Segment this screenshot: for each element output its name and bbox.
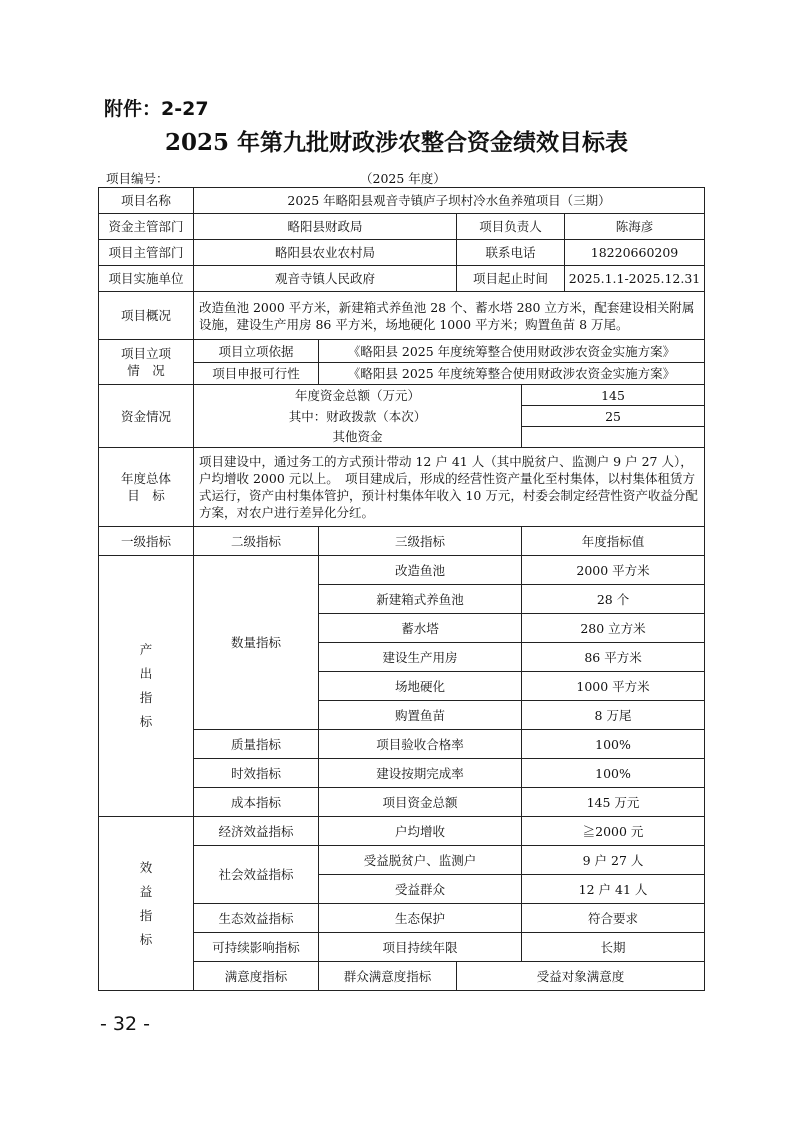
output-char-3: 指	[139, 690, 153, 705]
quantity-item-value: 28 个	[522, 585, 705, 614]
row-indicator-headers	[99, 527, 705, 556]
table-row	[99, 817, 705, 846]
project-name-label: 项目名称	[99, 188, 194, 214]
period-cell	[457, 266, 705, 292]
phone-cell	[457, 240, 705, 266]
header-level3: 三级指标	[319, 527, 522, 556]
approval-label-line1: 项目立项	[120, 346, 171, 361]
cost-item-value: 145 万元	[522, 788, 705, 817]
quantity-item-value: 86 平方米	[522, 643, 705, 672]
impl-unit-value: 观音寺镇人民政府	[194, 266, 457, 292]
quantity-item-name: 购置鱼苗	[319, 701, 522, 730]
period-label: 项目起止时间	[457, 266, 565, 291]
performance-target-table	[98, 187, 705, 991]
header-level2: 二级指标	[194, 527, 319, 556]
row-annual-goal	[99, 448, 705, 527]
social-item-name: 受益脱贫户、监测户	[319, 846, 522, 875]
quantity-item-name: 场地硬化	[319, 672, 522, 701]
quantity-item-value: 280 立方米	[522, 614, 705, 643]
approval-feasibility-value: 《略阳县 2025 年度统筹整合使用财政涉农资金实施方案》	[319, 363, 705, 385]
funds-other-label: 其他资金	[194, 427, 522, 448]
time-item-name: 建设按期完成率	[319, 759, 522, 788]
sustain-item-value: 长期	[522, 933, 705, 962]
funds-fiscal-value: 25	[522, 406, 705, 427]
project-code-label: 项目编号：	[106, 171, 169, 186]
economic-item-name: 户均增收	[319, 817, 522, 846]
phone-value: 18220660209	[590, 245, 679, 260]
overview-label: 项目概况	[99, 292, 194, 340]
goal-label-line2: 目 标	[127, 488, 165, 503]
satisfaction-item-name: 受益对象满意度	[457, 962, 705, 991]
eco-indicator-label: 生态效益指标	[194, 904, 319, 933]
funds-other-value	[522, 427, 705, 448]
row-project-dept	[99, 240, 705, 266]
eco-item-name: 生态保护	[319, 904, 522, 933]
funds-label: 资金情况	[99, 385, 194, 448]
funds-total-label: 年度资金总额（万元）	[194, 385, 522, 406]
benefit-char-1: 效	[139, 859, 153, 875]
table-row	[99, 556, 705, 585]
satisfaction-indicator-label: 满意度指标	[194, 962, 319, 991]
economic-indicator-label: 经济效益指标	[194, 817, 319, 846]
quality-item-value: 100%	[522, 730, 705, 759]
output-char-2: 出	[139, 666, 153, 681]
sustain-indicator-label: 可持续影响指标	[194, 933, 319, 962]
approval-label-line2: 情 况	[127, 363, 165, 378]
attachment-label: 附件：2-27	[104, 98, 209, 120]
quantity-item-name: 蓄水塔	[319, 614, 522, 643]
approval-basis-label: 项目立项依据	[194, 340, 319, 363]
funds-fiscal-label: 其中：财政拨款（本次）	[194, 406, 522, 427]
year-label: （2025 年度）	[360, 171, 446, 186]
leader-label: 项目负责人	[457, 214, 565, 239]
quantity-item-name: 建设生产用房	[319, 643, 522, 672]
fund-dept-value: 略阳县财政局	[194, 214, 457, 240]
quantity-item-name: 新建箱式养鱼池	[319, 585, 522, 614]
quantity-item-value: 2000 平方米	[522, 556, 705, 585]
header-level1: 一级指标	[99, 527, 194, 556]
output-char-4: 标	[139, 714, 153, 729]
goal-label	[99, 448, 194, 527]
overview-text: 改造鱼池 2000 平方米，新建箱式养鱼池 28 个、蓄水塔 280 立方米，配套建设相关附属设施，建设生产用房 86 平方米，场地硬化 1000 平方米；购置鱼苗 8 万尾。	[194, 292, 705, 340]
eco-item-value: 符合要求	[522, 904, 705, 933]
impl-unit-label: 项目实施单位	[99, 266, 194, 292]
quantity-item-value: 8 万尾	[522, 701, 705, 730]
project-name-value: 2025 年略阳县观音寺镇庐子坝村冷水鱼养殖项目（三期）	[194, 188, 705, 214]
quality-indicator-label: 质量指标	[194, 730, 319, 759]
cost-indicator-label: 成本指标	[194, 788, 319, 817]
approval-feasibility-label: 项目申报可行性	[194, 363, 319, 385]
goal-text: 项目建设中，通过务工的方式预计带动 12 户 41 人（其中脱贫户、监测户 9 户 27 人），户均增收 2000 元以上。 项目建成后，形成的经营性资产量化至村集体，以村集体租赁方式运行，资产由村集体管护，预计村集体年收入 10 万元，村委会制定经营性资产收益分配方案，对农户进行差异化分红。	[194, 448, 705, 527]
quantity-item-name: 改造鱼池	[319, 556, 522, 585]
page-number: - 32 -	[100, 1013, 150, 1035]
benefit-char-3: 指	[139, 907, 153, 923]
goal-label-line1: 年度总体	[120, 471, 171, 486]
row-impl-unit	[99, 266, 705, 292]
satisfaction-sub-label: 群众满意度指标	[319, 962, 457, 991]
social-item-name: 受益群众	[319, 875, 522, 904]
cost-item-name: 项目资金总额	[319, 788, 522, 817]
row-fund-dept	[99, 214, 705, 240]
output-indicator-label	[99, 556, 194, 817]
row-funds-total	[99, 385, 705, 406]
row-project-name	[99, 188, 705, 214]
social-indicator-label: 社会效益指标	[194, 846, 319, 904]
economic-item-value: ≧2000 元	[522, 817, 705, 846]
period-value: 2025.1.1-2025.12.31	[568, 271, 701, 286]
project-dept-value: 略阳县农业农村局	[194, 240, 457, 266]
time-indicator-label: 时效指标	[194, 759, 319, 788]
header-value: 年度指标值	[522, 527, 705, 556]
row-overview	[99, 292, 705, 340]
quantity-indicator-label: 数量指标	[194, 556, 319, 730]
benefit-char-2: 益	[139, 883, 153, 899]
project-dept-label: 项目主管部门	[99, 240, 194, 266]
output-char-1: 产	[139, 642, 153, 657]
quantity-item-value: 1000 平方米	[522, 672, 705, 701]
benefit-char-4: 标	[139, 931, 153, 947]
benefit-indicator-label	[99, 817, 194, 991]
social-item-value: 12 户 41 人	[522, 875, 705, 904]
sustain-item-name: 项目持续年限	[319, 933, 522, 962]
leader-cell	[457, 214, 705, 240]
phone-label: 联系电话	[457, 240, 565, 265]
approval-basis-value: 《略阳县 2025 年度统筹整合使用财政涉农资金实施方案》	[319, 340, 705, 363]
row-approval-basis	[99, 340, 705, 363]
social-item-value: 9 户 27 人	[522, 846, 705, 875]
fund-dept-label: 资金主管部门	[99, 214, 194, 240]
approval-label	[99, 340, 194, 385]
funds-total-value: 145	[522, 385, 705, 406]
page-title: 2025 年第九批财政涉农整合资金绩效目标表	[164, 129, 629, 156]
quality-item-name: 项目验收合格率	[319, 730, 522, 759]
time-item-value: 100%	[522, 759, 705, 788]
leader-value: 陈海彦	[615, 219, 654, 234]
